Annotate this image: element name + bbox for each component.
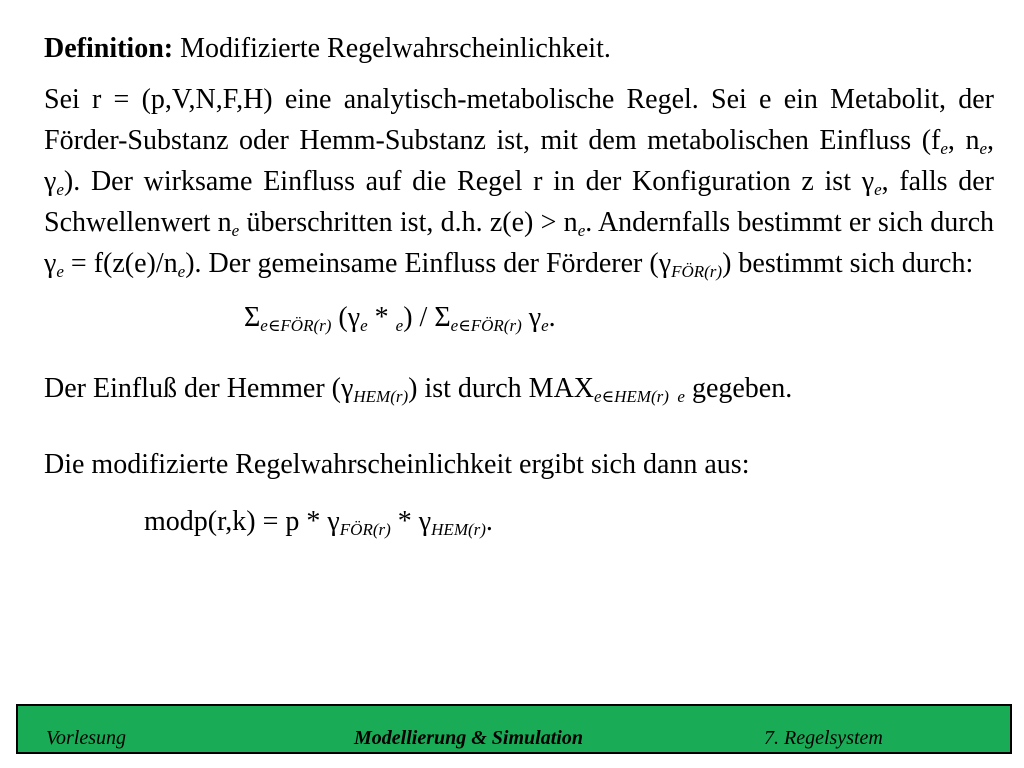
hemmer-line — [44, 368, 994, 409]
footer-course-title: Modellierung & Simulation — [354, 727, 583, 749]
modp-formula — [144, 501, 994, 542]
footer-bar — [16, 704, 1012, 754]
paragraph-subscript: e — [56, 262, 64, 281]
paragraph-text: überschritten ist, d.h. z(e) > n — [239, 207, 578, 238]
modified-probability-line: Die modifizierte Regelwahrscheinlichkeit ergibt sich dann aus: — [44, 449, 750, 480]
paragraph-text: ). Der wirksame Einfluss auf die Regel r in der Konfiguration z ist γ — [63, 166, 875, 197]
paragraph-text: , falls der Schwellenwert n — [44, 166, 994, 238]
footer-lecture: Vorlesung — [46, 727, 126, 749]
formula-text: (γ — [331, 302, 361, 333]
paragraph-subscript: e — [177, 262, 186, 281]
hemmer-text: gegeben. — [684, 373, 793, 404]
formula-text: * — [367, 302, 396, 333]
formula-text: γ — [521, 302, 542, 333]
hemmer-text: ) ist durch MAX — [408, 373, 595, 404]
paragraph-subscript: e — [577, 221, 586, 240]
paragraph-text: = f(z(e)/n — [63, 248, 178, 279]
definition-heading — [44, 28, 994, 69]
definition-title: Modifizierte Regelwahrscheinlichkeit. — [180, 33, 611, 64]
paragraph-text: ) bestimmt sich durch: — [722, 248, 974, 279]
paragraph-subscript: e — [979, 139, 988, 158]
paragraph-subscript: e — [940, 139, 948, 158]
hemmer-text: Der Einfluß der Hemmer (γ — [44, 373, 354, 404]
modp-text: * γ — [390, 506, 432, 537]
formula-subscript: e∈FÖR(r) — [450, 316, 522, 335]
paragraph-text: . Andernfalls bestimmt er sich durch γ — [44, 207, 994, 279]
formula-text: Σ — [244, 302, 261, 333]
formula-subscript: e — [395, 316, 404, 335]
paragraph-text: , n — [947, 125, 980, 156]
paragraph-text: ). Der gemeinsame Einfluss der Förderer (γ — [185, 248, 672, 279]
formula-text: . — [548, 302, 556, 333]
paragraph-text: , γ — [44, 125, 995, 197]
paragraph-subscript: e — [56, 180, 64, 199]
hemmer-subscript: HEM(r) — [353, 387, 409, 406]
modp-text: . — [485, 506, 493, 537]
formula-subscript: e — [360, 316, 368, 335]
paragraph-subscript: e — [874, 180, 882, 199]
paragraph-subscript: e — [231, 221, 240, 240]
modp-subscript: HEM(r) — [431, 520, 486, 539]
foerder-formula — [244, 297, 994, 338]
paragraph-subscript: FÖR(r) — [671, 262, 723, 281]
formula-subscript: e∈FÖR(r) — [260, 316, 332, 335]
modp-subscript: FÖR(r) — [339, 520, 391, 539]
formula-text: ) / Σ — [403, 302, 451, 333]
paragraph-text: Sei r = (p,V,N,F,H) eine analytisch-metabolische Regel. Sei e ein Metabolit, der Förder-Substanz oder Hemm-Substanz ist, mit dem metabolischen Einfluss (f — [44, 84, 994, 156]
formula-subscript: e — [541, 316, 549, 335]
hemmer-subscript: e∈HEM(r) e — [594, 387, 685, 406]
modp-text: modp(r,k) = p * γ — [144, 506, 340, 537]
definition-label: Definition: — [44, 33, 174, 64]
slide-content — [44, 28, 994, 542]
footer-chapter: 7. Regelsystem — [764, 727, 883, 749]
definition-paragraph — [44, 79, 994, 284]
